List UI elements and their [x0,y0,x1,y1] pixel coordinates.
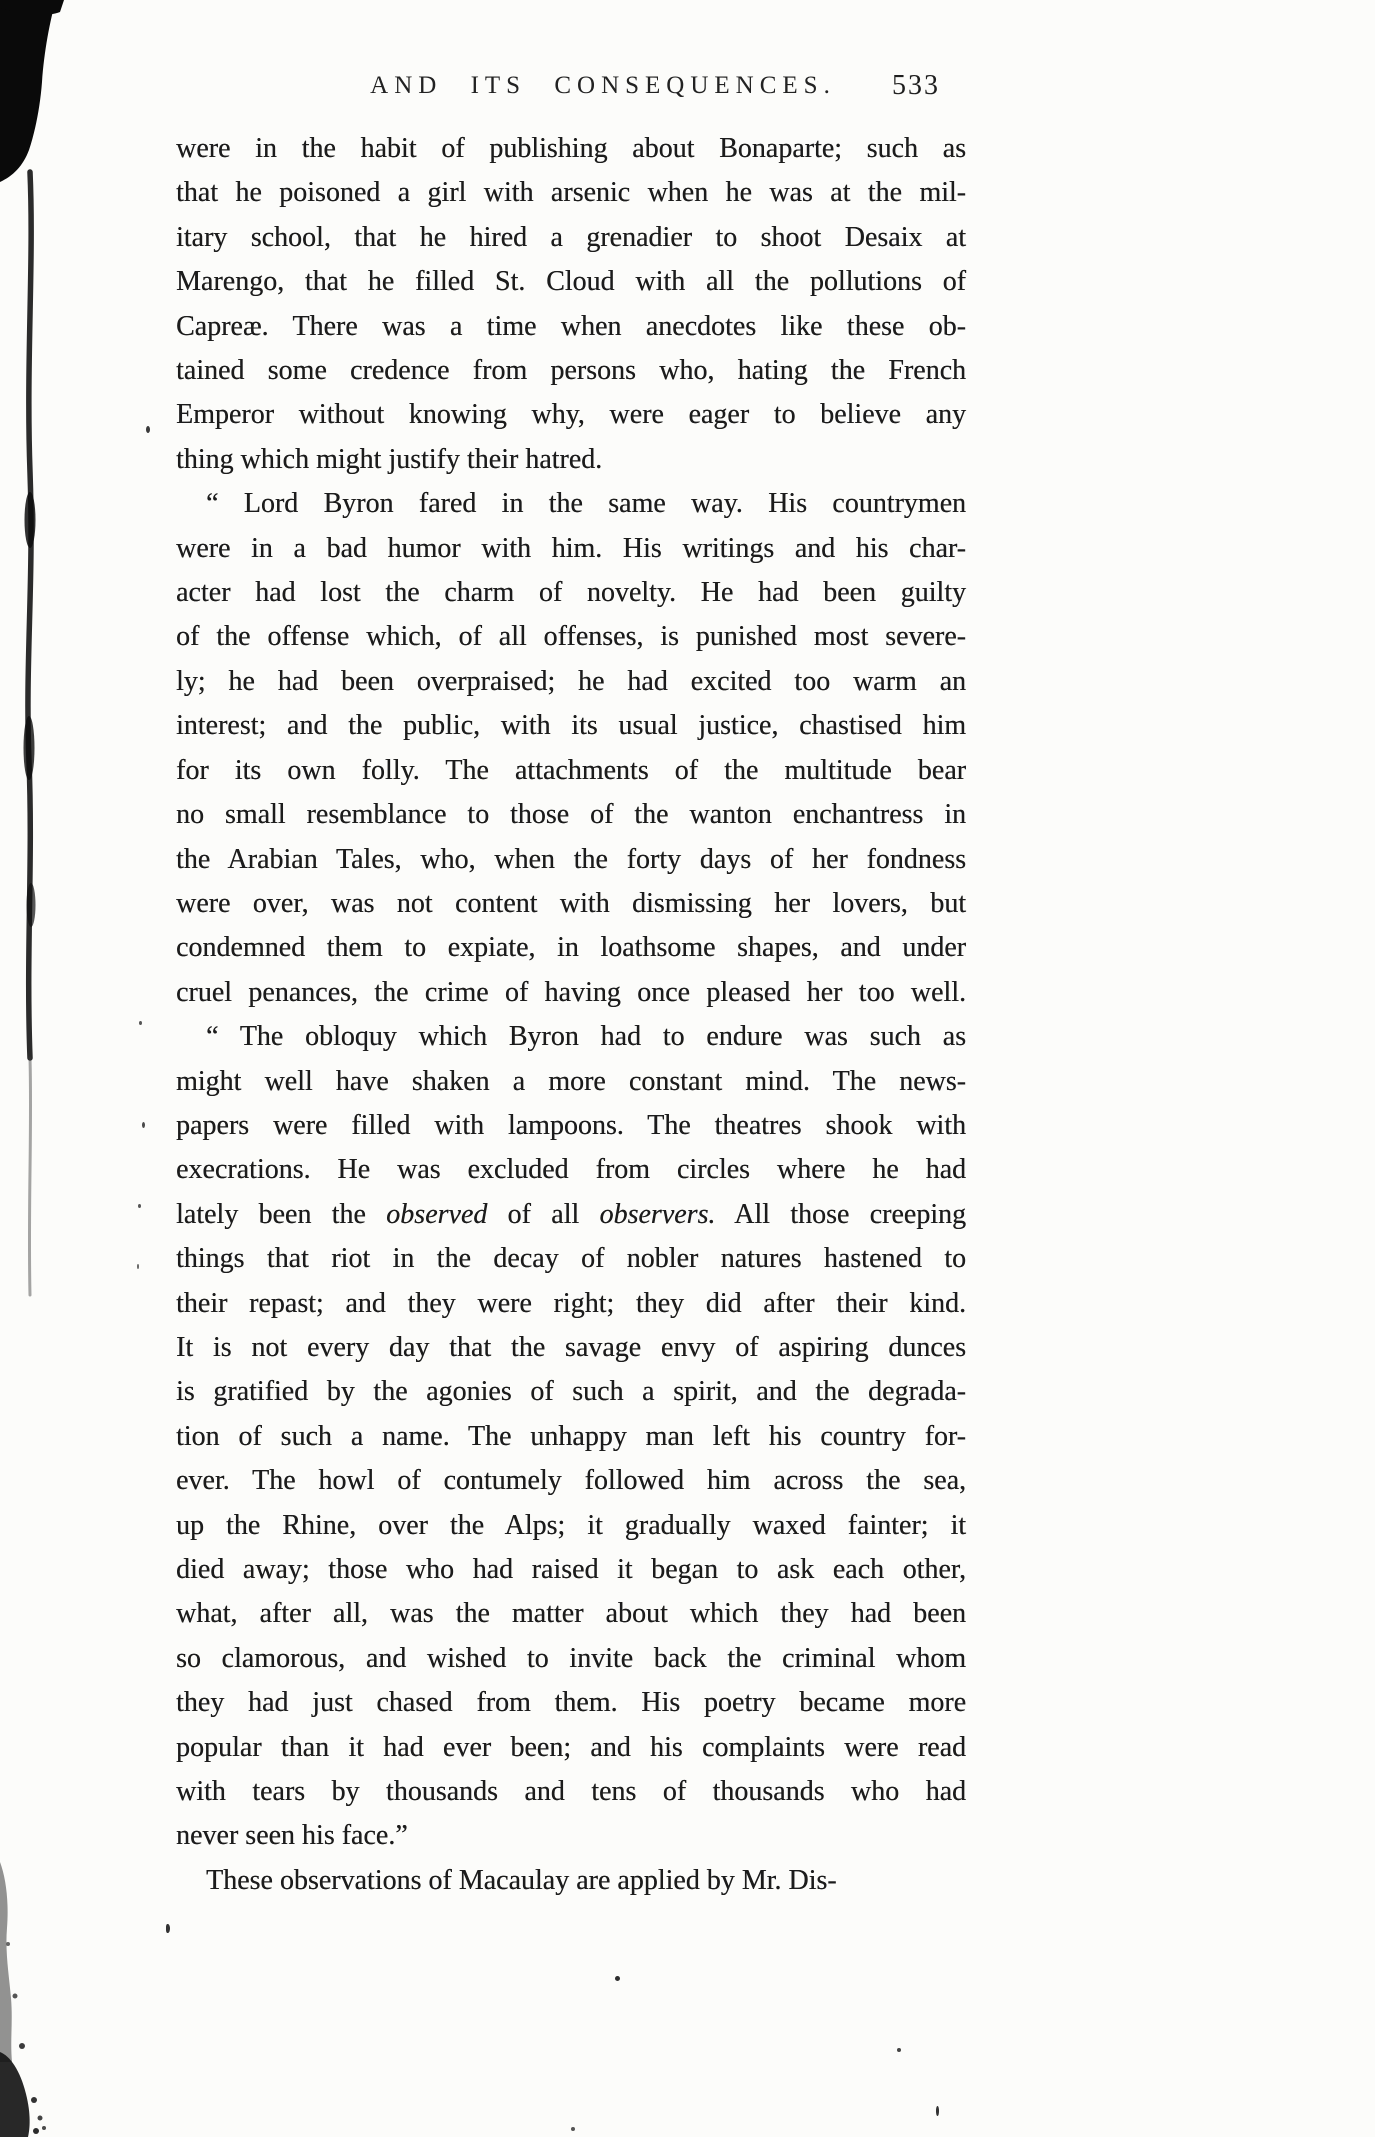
ink-speck [936,2106,939,2116]
text-line: These observations of Macaulay are applied by Mr. Dis- [206,1864,837,1896]
text-line: thing which might justify their hatred. [176,443,603,475]
text-line: never seen his face.” [176,1820,408,1852]
text-line: itary school, that he hired a grenadier to shoot Desaix at [176,221,966,253]
text-line: for its own folly. The attachments of the multitude bear [176,754,966,786]
paragraph [176,482,966,1015]
paragraph [176,1859,966,1903]
text-line: ever. The howl of contumely followed him across the sea, [176,1465,966,1497]
text-line: tained some credence from persons who, hating the French [176,355,966,387]
text-line: with tears by thousands and tens of thousands who had [176,1776,966,1808]
text-line: papers were filled with lampoons. The theatres shook with [176,1109,966,1141]
running-header [176,70,966,110]
text-line: were in the habit of publishing about Bonaparte; such as [176,133,966,164]
ink-speck [142,1122,145,1128]
text-line: the Arabian Tales, who, when the forty days of her fondness [176,843,966,875]
ink-speck [138,1204,141,1208]
text-line: tion of such a name. The unhappy man left his country for- [176,1420,966,1452]
text-line: things that riot in the decay of nobler natures hastened to [176,1243,966,1275]
ink-speck [137,1264,139,1269]
text-line: interest; and the public, with its usual justice, chastised him [176,710,966,742]
text-line: “ The obloquy which Byron had to endure was such as [206,1021,966,1053]
ink-speck [615,1976,620,1981]
text-line: Capreæ. There was a time when anecdotes like these ob- [176,310,966,342]
text-line: popular than it had ever been; and his complaints were read [176,1731,966,1763]
ink-speck [571,2127,575,2131]
text-line: were in a bad humor with him. His writings and his char- [176,532,966,564]
text-line: Emperor without knowing why, were eager to believe any [176,399,966,431]
text-line: they had just chased from them. His poetry became more [176,1687,966,1719]
paragraph [176,1015,966,1859]
text-line: “ Lord Byron fared in the same way. His countrymen [206,488,966,520]
text-line: no small resemblance to those of the wanton enchantress in [176,799,966,831]
page-number: 533 [892,70,940,101]
text-line: Marengo, that he filled St. Cloud with all the pollutions of [176,266,966,298]
text-line: that he poisoned a girl with arsenic when he was at the mil- [176,177,966,209]
running-header-title: AND ITS CONSEQUENCES. [370,72,836,99]
ink-speck [146,426,150,433]
text-line: so clamorous, and wished to invite back the criminal whom [176,1642,966,1674]
ink-speck [897,2048,901,2052]
ink-speck [166,1924,170,1933]
paragraph [176,127,966,482]
text-line: might well have shaken a more constant mind. The news- [176,1065,966,1097]
text-line: cruel penances, the crime of having once pleased her too well. [176,976,966,1008]
text-line: were over, was not content with dismissing her lovers, but [176,887,966,919]
text-line: died away; those who had raised it began to ask each other, [176,1554,966,1585]
text-line: up the Rhine, over the Alps; it gradually waxed fainter; it [176,1509,966,1541]
text-block [176,127,966,1903]
text-line: It is not every day that the savage envy of aspiring dunces [176,1331,966,1363]
ink-speck [139,1021,142,1025]
text-line: condemned them to expiate, in loathsome shapes, and under [176,932,966,964]
text-line: lately been the observed of all observers. All those creeping [176,1198,966,1230]
text-line: is gratified by the agonies of such a spirit, and the degrada- [176,1376,966,1408]
text-line: what, after all, was the matter about which they had been [176,1598,966,1630]
text-line: ly; he had been overpraised; he had excited too warm an [176,665,966,697]
text-line: their repast; and they were right; they did after their kind. [176,1287,966,1319]
text-line: of the offense which, of all offenses, is punished most severe- [176,621,966,653]
text-line: acter had lost the charm of novelty. He had been guilty [176,577,966,609]
text-line: execrations. He was excluded from circles where he had [176,1154,966,1186]
